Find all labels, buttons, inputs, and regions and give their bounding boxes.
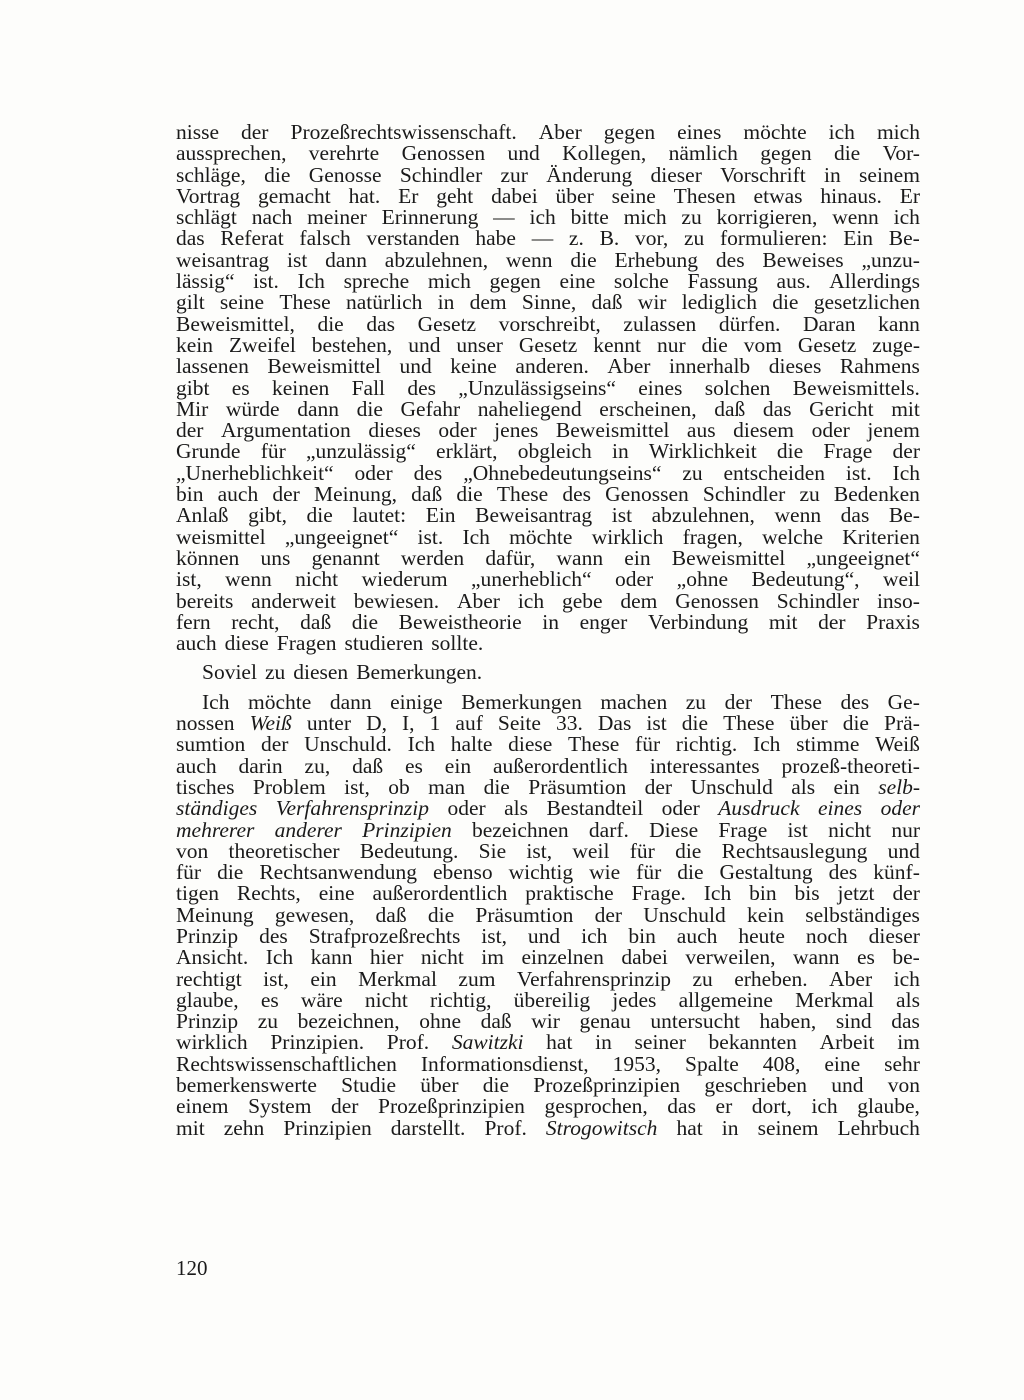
paragraph [176,662,920,683]
text-line: Meinung gewesen, daß die Präsumtion der Unschuld kein selbständiges [176,902,920,927]
text-line: der Argumentation dieses oder jenes Beweismittel aus diesem oder jenem [176,418,920,443]
text-line: gilt seine These natürlich in dem Sinne, daß wir lediglich die gesetzlichen [176,290,920,315]
text-line: nossen Weiß unter D, I, 1 auf Seite 33. Das ist die These über die Prä- [176,711,920,736]
text-line: glaube, es wäre nicht richtig, übereilig jedes allgemeine Merkmal als [176,987,920,1012]
text-line: wirklich Prinzipien. Prof. Sawitzki hat in seiner bekannten Arbeit im [176,1030,920,1055]
text-line: bereits anderweit bewiesen. Aber ich gebe dem Genossen Schindler inso- [176,588,920,613]
text-line: von theoretischer Bedeutung. Sie ist, weil für die Rechtsauslegung und [176,838,920,863]
text-line: ist, wenn nicht wiederum „unerheblich“ oder „ohne Bedeutung“, weil [176,567,920,592]
text-line: fern recht, daß die Beweistheorie in enger Verbindung mit der Praxis [176,609,920,634]
text-line: auch darin zu, daß es ein außerordentlich interessantes prozeß-theoreti- [176,753,920,778]
text-line: aussprechen, verehrte Genossen und Kollegen, nämlich gegen die Vor- [176,141,920,166]
text-line: Ansicht. Ich kann hier nicht im einzelnen dabei verweilen, wann es be- [176,945,920,970]
paragraph [176,122,920,654]
text-line: weismittel „ungeeignet“ ist. Ich möchte wirklich fragen, welche Kriterien [176,524,920,549]
text-line: schläge, die Genosse Schindler zur Änderung dieser Vorschrift in seinem [176,162,920,187]
text-line: kein Zweifel bestehen, und unser Gesetz kennt nur die vom Gesetz zuge- [176,332,920,357]
text-line: rechtigt ist, ein Merkmal zum Verfahrensprinzip zu erheben. Aber ich [176,966,920,991]
text-line: Prinzip des Strafprozeßrechts ist, und ich bin auch heute noch dieser [176,923,920,948]
text-line: Mir würde dann die Gefahr naheliegend erscheinen, daß das Gericht mit [176,396,920,421]
text-line: weisantrag ist dann abzulehnen, wenn die Erhebung des Beweises „unzu- [176,247,920,272]
text-line: tigen Rechts, eine außerordentlich praktische Frage. Ich bin bis jetzt der [176,881,920,906]
text-line: Rechtswissenschaftlichen Informationsdienst, 1953, Spalte 408, eine sehr [176,1051,920,1076]
text-line: auch diese Fragen studieren sollte. [176,631,484,656]
text-line: bin auch der Meinung, daß die These des Genossen Schindler zu Bedenken [176,482,920,507]
text-line: für die Rechtsanwendung ebenso wichtig wie für die Gestaltung des künf- [176,860,920,885]
text-line: Anlaß gibt, die lautet: Ein Beweisantrag ist abzulehnen, wenn das Be- [176,503,920,528]
text-line: können uns genannt werden dafür, wann ein Beweismittel „ungeeignet“ [176,545,920,570]
text-line: nisse der Prozeßrechtswissenschaft. Aber gegen eines möchte ich mich [176,120,920,144]
text-line: Grunde für „unzulässig“ erklärt, obgleich in Wirklichkeit die Frage der [176,439,920,464]
text-line: das Referat falsch verstanden habe — z. B. vor, zu formulieren: Ein Be- [176,226,920,251]
text-line: tisches Problem ist, ob man die Präsumtion der Unschuld als ein selb- [176,774,920,799]
text-line: Ich möchte dann einige Bemerkungen machen zu der These des Ge- [202,689,920,714]
text-line: lässig“ ist. Ich spreche mich gegen eine solche Fassung aus. Allerdings [176,269,920,294]
text-line: mehrerer anderer Prinzipien bezeichnen darf. Diese Frage ist nicht nur [176,817,920,842]
text-line: sumtion der Unschuld. Ich halte diese These für richtig. Ich stimme Weiß [176,732,920,757]
text-line: einem System der Prozeßprinzipien gesprochen, das er dort, ich glaube, [176,1094,920,1119]
text-line: Prinzip zu bezeichnen, ohne daß wir genau untersucht haben, sind das [176,1009,920,1034]
text-line: „Unerheblichkeit“ oder des „Ohnebedeutungseins“ zu entscheiden ist. Ich [176,460,920,485]
text-line: bemerkenswerte Studie über die Prozeßprinzipien geschrieben und von [176,1073,920,1098]
body-text [176,122,920,1139]
text-line: mit zehn Prinzipien darstellt. Prof. Strogowitsch hat in seinem Lehrbuch [176,1115,920,1140]
text-line: Soviel zu diesen Bemerkungen. [202,660,483,685]
text-line: gibt es keinen Fall des „Unzulässigseins“ eines solchen Beweismittels. [176,375,920,400]
paragraph [176,689,920,1140]
text-line: ständiges Verfahrensprinzip oder als Bestandteil oder Ausdruck eines oder [176,796,920,821]
text-line: Beweismittel, die das Gesetz vorschreibt, zulassen dürfen. Daran kann [176,311,920,336]
paragraph-gap [176,654,920,662]
text-line: lassenen Beweismittel und keine anderen. Aber innerhalb dieses Rahmens [176,354,920,379]
page-number: 120 [176,1256,208,1280]
text-line: Vortrag gemacht hat. Er geht dabei über seine Thesen etwas hinaus. Er [176,183,920,208]
text-line: schlägt nach meiner Erinnerung — ich bitte mich zu korrigieren, wenn ich [176,205,920,230]
